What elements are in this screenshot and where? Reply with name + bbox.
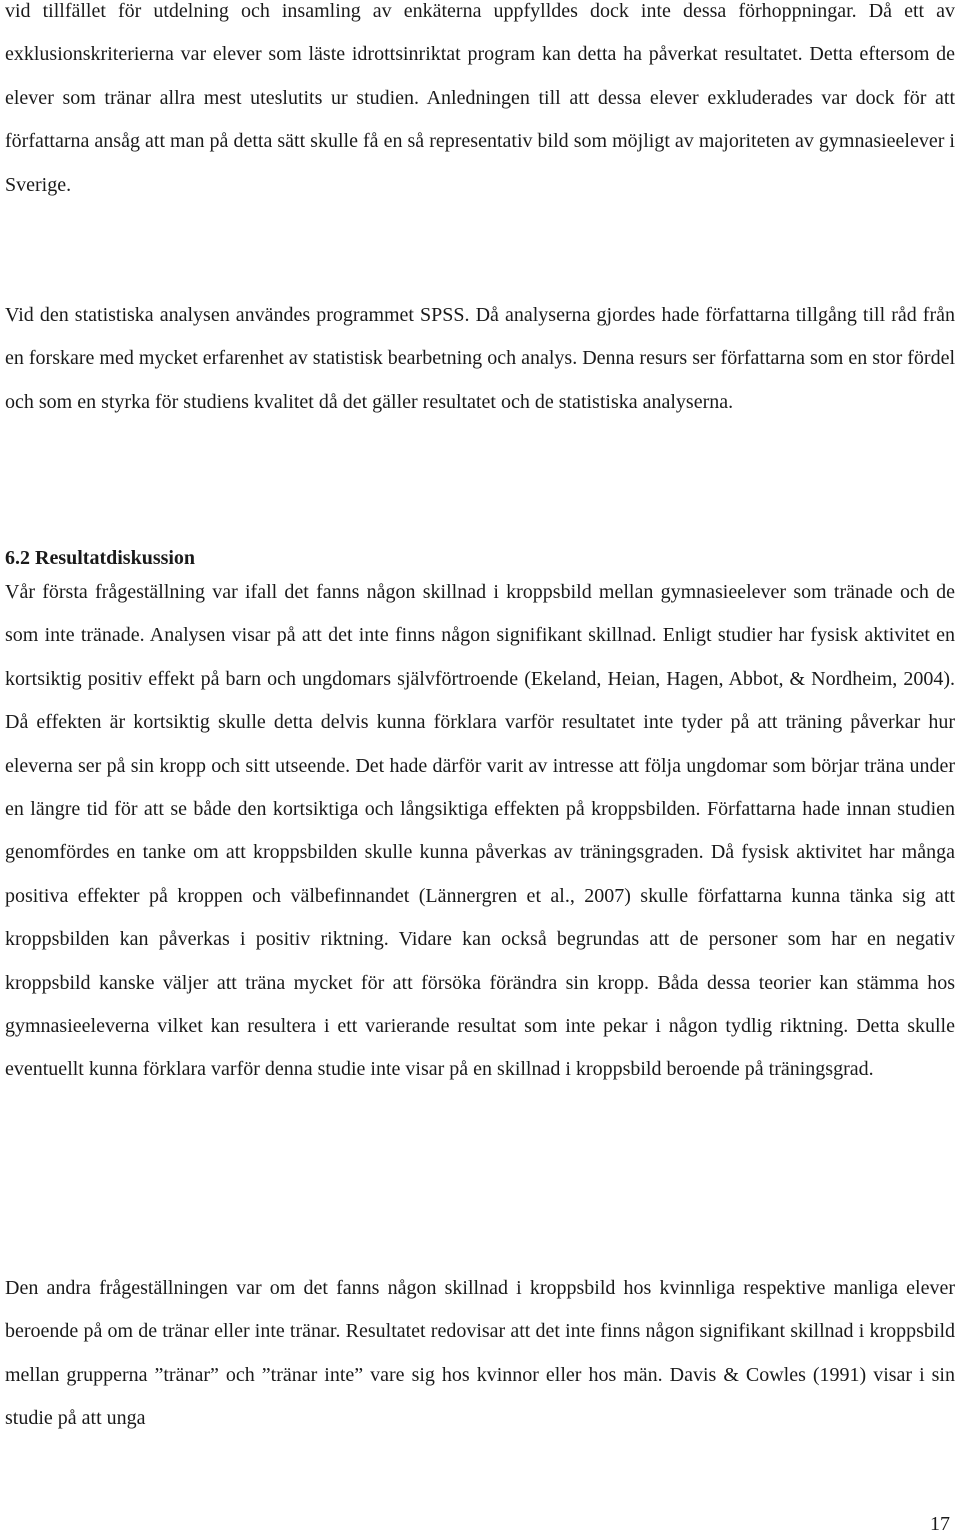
document-page <box>5 0 955 1537</box>
page-number: 17 <box>930 1513 950 1535</box>
paragraph-first-research-question: Vår första frågeställning var ifall det fanns någon skillnad i kroppsbild mellan gymnasieelever som tränade och de som inte tränade. Analysen visar på att det inte finns någon signifikant skillnad. Enligt studier har fysisk aktivitet en kortsiktig positiv effekt på barn och ungdomars självförtroende (Ekeland, Heian, Hagen, Abbot, & Nordheim, 2004). Då effekten är kortsiktig skulle detta delvis kunna förklara varför resultatet inte tyder på att träning påverkar hur eleverna ser på sin kropp och sitt utseende. Det hade därför varit av intresse att följa ungdomar som börjar träna under en längre tid för att se både den kortsiktiga och långsiktiga effekten på kroppsbilden. Författarna hade innan studien genomfördes en tanke om att kroppsbilden skulle kunna påverkas av träningsgraden. Då fysisk aktivitet har många positiva effekter på kroppen och välbefinnandet (Lännergren et al., 2007) skulle författarna kunna tänka sig att kroppsbilden kan påverkas i positiv riktning. Vidare kan också begrundas att de personer som har en negativ kroppsbild kanske väljer att träna mycket för att försöka förändra sin kropp. Båda dessa teorier kan stämma hos gymnasieeleverna vilket kan resultera i ett varierande resultat som inte pekar i någon tydlig riktning. Detta skulle eventuellt kunna förklara varför denna studie inte visar på en skillnad i kroppsbild beroende på träningsgrad. <box>5 581 955 1081</box>
paragraph-second-research-question: Den andra frågeställningen var om det fanns någon skillnad i kroppsbild hos kvinnliga respektive manliga elever beroende på om de tränar eller inte tränar. Resultatet redovisar att det inte finns någon signifikant skillnad i kroppsbild mellan grupperna ”tränar” och ”tränar inte” vare sig hos kvinnor eller hos män. Davis & Cowles (1991) visar i sin studie på att unga <box>5 1277 955 1430</box>
paragraph-statistical-analysis: Vid den statistiska analysen användes programmet SPSS. Då analyserna gjordes hade författarna tillgång till råd från en forskare med mycket erfarenhet av statistisk bearbetning och analys. Denna resurs ser författarna som en stor fördel och som en styrka för studiens kvalitet då det gäller resultatet och de statistiska analyserna. <box>5 304 955 413</box>
paragraph-sample-limitations: vid tillfället för utdelning och insamling av enkäterna uppfylldes dock inte dessa förhoppningar. Då ett av exklusionskriterierna var elever som läste idrottsinriktat program kan detta ha påverkat resultatet. Detta eftersom de elever som tränar allra mest uteslutits ur studien. Anledningen till att dessa elever exkluderades var dock för att författarna ansåg att man på detta sätt skulle få en så representativ bild som möjligt av majoriteten av gymnasieelever i Sverige. <box>5 0 955 196</box>
section-heading: 6.2 Resultatdiskussion <box>5 547 196 569</box>
